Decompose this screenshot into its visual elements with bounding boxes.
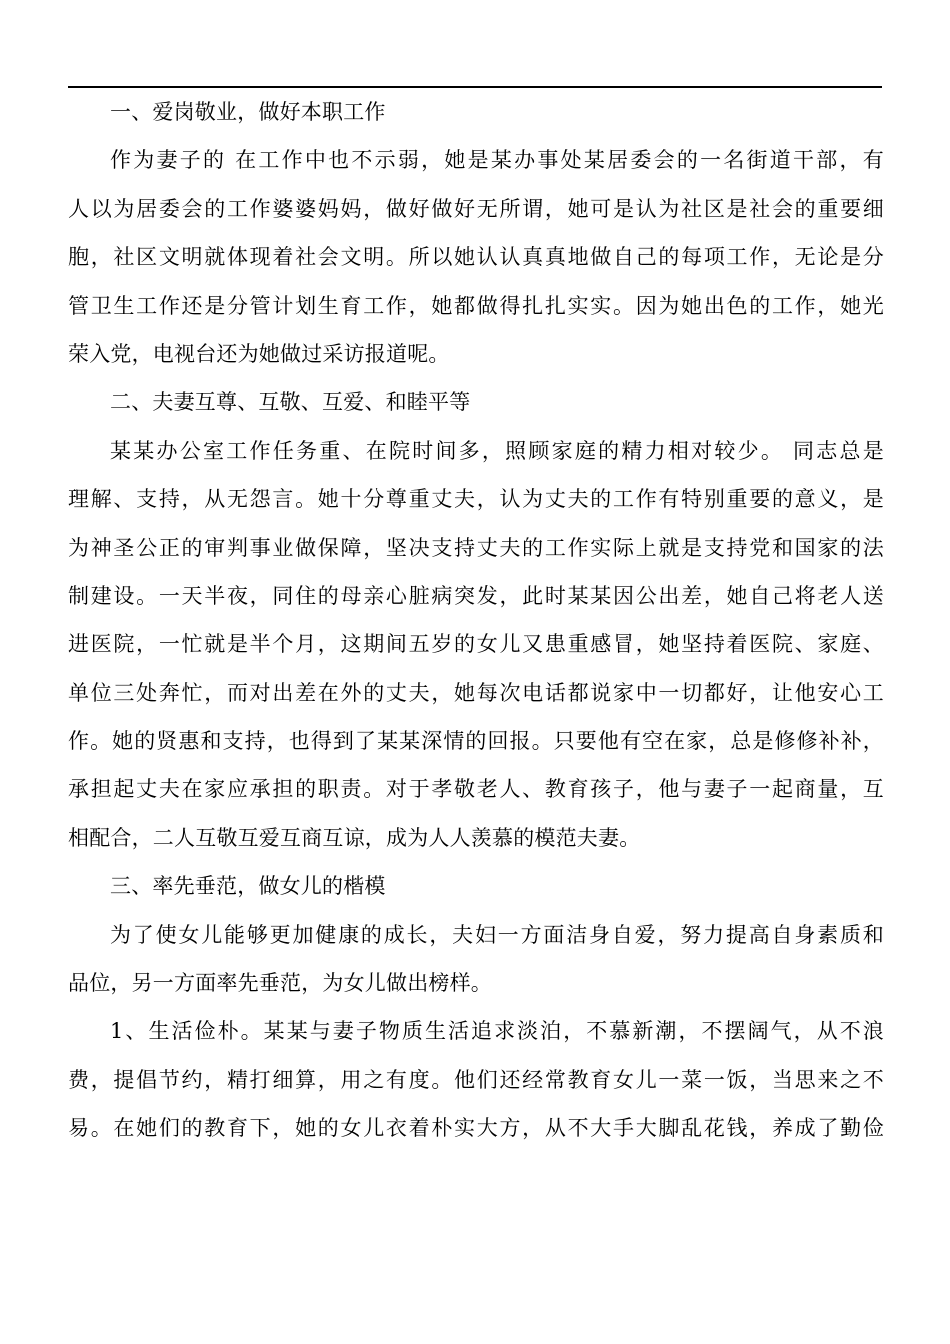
text-line: 1、生活俭朴。某某与妻子物质生活追求淡泊，不慕新潮，不摆阔气，从不浪: [110, 1019, 884, 1044]
text-line: 三、率先垂范，做女儿的楷模: [110, 874, 386, 899]
text-line: 承担起丈夫在家应承担的职责。对于孝敬老人、教育孩子，他与妻子一起商量，互: [68, 777, 884, 802]
document-body: [68, 88, 884, 1153]
text-line: 胞，社区文明就体现着社会文明。所以她认认真真地做自己的每项工作，无论是分: [68, 245, 884, 270]
text-line: 制建设。一天半夜，同住的母亲心脏病突发，此时某某因公出差，她自己将老人送: [68, 583, 884, 608]
text-line: 管卫生工作还是分管计划生育工作，她都做得扎扎实实。因为她出色的工作，她光: [68, 293, 884, 318]
text-line: 二、夫妻互尊、互敬、互爱、和睦平等: [110, 390, 471, 415]
text-line: 费，提倡节约，精打细算，用之有度。他们还经常教育女儿一菜一饭，当思来之不: [68, 1067, 884, 1092]
text-line: 作为妻子的 在工作中也不示弱，她是某办事处某居委会的一名街道干部，有: [110, 148, 884, 173]
text-line: 为了使女儿能够更加健康的成长，夫妇一方面洁身自爱，努力提高自身素质和: [110, 922, 884, 947]
text-line: 一、爱岗敬业，做好本职工作: [110, 100, 386, 124]
text-line: 某某办公室工作任务重、在院时间多，照顾家庭的精力相对较少。 同志总是: [110, 438, 884, 463]
text-line: 作。她的贤惠和支持，也得到了某某深情的回报。只要他有空在家，总是修修补补，: [68, 729, 884, 754]
text-line: 单位三处奔忙，而对出差在外的丈夫，她每次电话都说家中一切都好，让他安心工: [68, 680, 884, 705]
text-line: 进医院，一忙就是半个月，这期间五岁的女儿又患重感冒，她坚持着医院、家庭、: [68, 632, 884, 657]
text-line: 人以为居委会的工作婆婆妈妈，做好做好无所谓，她可是认为社区是社会的重要细: [68, 196, 884, 221]
text-line: 理解、支持，从无怨言。她十分尊重丈夫，认为丈夫的工作有特别重要的意义，是: [68, 487, 884, 512]
text-line: 品位，另一方面率先垂范，为女儿做出榜样。: [68, 971, 492, 996]
text-line: 相配合，二人互敬互爱互商互谅，成为人人羡慕的模范夫妻。: [68, 825, 641, 850]
text-line: 为神圣公正的审判事业做保障，坚决支持丈夫的工作实际上就是支持党和国家的法: [68, 535, 884, 560]
text-line: 荣入党，电视台还为她做过采访报道呢。: [68, 341, 450, 366]
text-line: 易。在她们的教育下，她的女儿衣着朴实大方，从不大手大脚乱花钱，养成了勤俭: [68, 1116, 884, 1141]
